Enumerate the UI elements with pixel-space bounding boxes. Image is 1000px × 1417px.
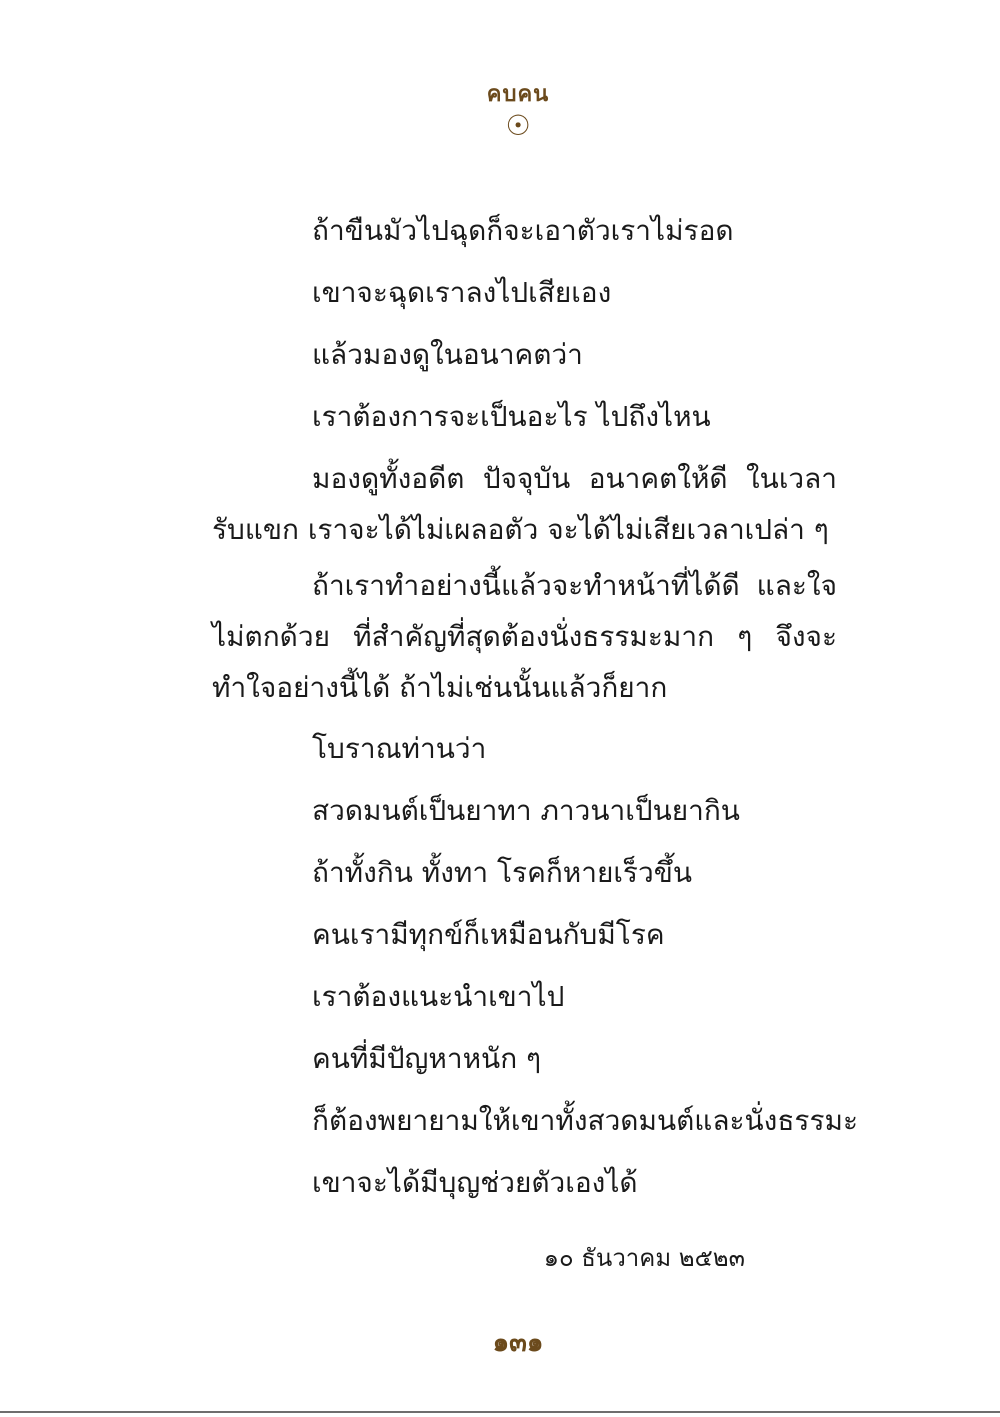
page-number: ๑๓๑ xyxy=(492,1328,544,1358)
date-line: ๑๐ ธันวาคม ๒๕๒๓ xyxy=(543,1244,745,1272)
text-line: เราต้องแนะนำเขาไป xyxy=(312,980,565,1013)
text-line: คนเรามีทุกข์ก็เหมือนกับมีโรค xyxy=(312,918,665,951)
paragraph: มองดูทั้งอดีต ปัจจุบัน อนาคตให้ดี ในเวลารับแขก เราจะได้ไม่เผลอตัว จะได้ไม่เสียเวลาเปล่า ๆ xyxy=(212,462,837,546)
text-line: โบราณท่านว่า xyxy=(312,732,487,765)
page-header-title: คบคน xyxy=(486,82,550,107)
text-line: เขาจะฉุดเราลงไปเสียเอง xyxy=(312,276,612,309)
text-line: เราต้องการจะเป็นอะไร ไปถึงไหน xyxy=(312,400,711,433)
text-line: ถ้าขืนมัวไปฉุดก็จะเอาตัวเราไม่รอด xyxy=(312,214,734,247)
bottom-rule xyxy=(0,1411,1000,1413)
sun-ornament-icon: ☉ xyxy=(505,109,531,142)
paragraph: ถ้าเราทำอย่างนี้แล้วจะทำหน้าที่ได้ดี และใจไม่ตกด้วย ที่สำคัญที่สุดต้องนั่งธรรมะมาก ๆ จึงจะทำใจอย่างนี้ได้ ถ้าไม่เช่นนั้นแล้วก็ยาก xyxy=(212,569,837,704)
body-text xyxy=(212,200,858,1214)
text-line: แล้วมองดูในอนาคตว่า xyxy=(312,338,583,371)
text-line: ถ้าทั้งกิน ทั้งทา โรคก็หายเร็วขึ้น xyxy=(312,856,692,889)
text-line: ก็ต้องพยายามให้เขาทั้งสวดมนต์และนั่งธรรมะ xyxy=(312,1104,858,1137)
text-line: เขาจะได้มีบุญช่วยตัวเองได้ xyxy=(312,1166,638,1199)
text-line: สวดมนต์เป็นยาทา ภาวนาเป็นยากิน xyxy=(312,794,740,827)
text-line: คนที่มีปัญหาหนัก ๆ xyxy=(312,1042,542,1075)
